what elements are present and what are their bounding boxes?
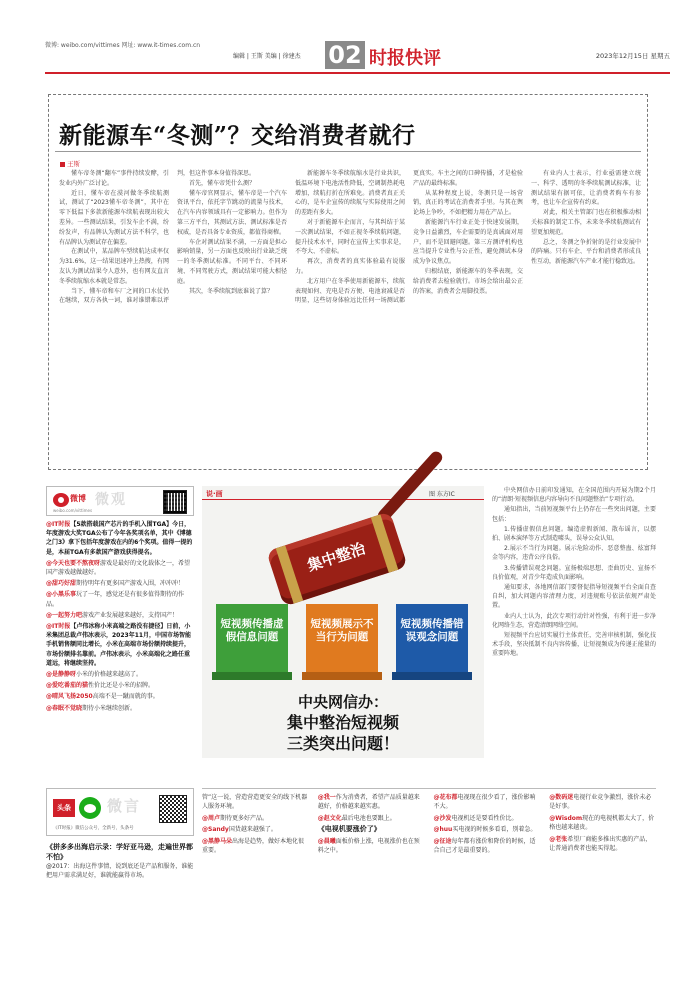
right-paragraph: 2.展示不当行为问题。展示危险动作、恶意整蛊、炫富拜金等内容，违背公序良俗。	[492, 545, 656, 562]
comment	[202, 814, 309, 823]
post-handle[interactable]: @晴风飞扬2050	[46, 693, 93, 701]
weibo-post	[46, 611, 194, 620]
comment-text: 作为消费者，希望产品质量越来越好，价格越来越实惠。	[317, 794, 420, 811]
article-body	[59, 169, 641, 461]
page-number: 02	[325, 41, 365, 69]
comment	[318, 814, 425, 823]
comment	[434, 825, 541, 834]
post-handle[interactable]: @甜巧好甜	[46, 580, 77, 588]
weibo-post	[46, 622, 194, 668]
weibo-post	[46, 590, 194, 608]
illustration-tag: 说·画	[206, 490, 223, 498]
comment-text: 《电视机要涨价了》	[317, 825, 381, 834]
header-rule	[45, 72, 670, 74]
weibo-post	[46, 559, 194, 577]
article-paragraph: 对于新能源车企而言，与其纠结于某一次测试结果，不如正视冬季续航问题，提升技术水平，同时在宣传上实事求是，不夸大、不虚标。	[295, 218, 405, 256]
comment-handle[interactable]: @我一	[317, 794, 336, 801]
weibo-post	[46, 692, 194, 701]
sidebar-bottom-title: 《拼多多出海启示录：学好亚马逊，走遍世界都不怕》	[46, 843, 193, 861]
comment-handle[interactable]: @周卢	[202, 814, 221, 822]
comment-handle[interactable]: @Sandy	[202, 826, 229, 834]
issue-block-1: 短视频传播虚假信息问题	[216, 604, 288, 674]
post-text: 【5款搭载国产芯片的手机入围TGA】今日，年度游戏大奖TGA公布了今年各奖项名单，其中《博德之门3》拿下包括年度游戏在内的6个奖项。值得一提的是，本届TGA有多款国产游戏获得提名。	[46, 521, 193, 556]
issue-date: 2023年12月15日 星期五	[595, 52, 670, 60]
comment-text: 电视机还是要看性价比。	[451, 814, 518, 822]
article-paragraph: 从某种程度上说，冬测只是一场营销，真正的考试在消费者手里。与其在舆论场上争吵，不如把精力用在产品上。	[413, 189, 523, 217]
weibo-posts	[46, 520, 194, 715]
comment	[434, 837, 541, 856]
comment-text: 买电视的时候多看看，别着急。	[452, 826, 537, 834]
toutiao-icon: 头条	[53, 799, 75, 817]
article-paragraph: 当下，懂车帝和车厂之间的口水仗仍在继续，双方各执一词，谁对谁错难以评判，但这件事本身值得深思。	[59, 170, 256, 305]
gavel-icon	[266, 511, 408, 606]
comment-text: 每年都有涨价和降价的时候，适合自己才是最重要的。	[433, 837, 536, 855]
weibo-logo	[50, 491, 93, 513]
comment-handle[interactable]: @赵文化	[317, 814, 342, 822]
illustration-rule	[202, 499, 484, 500]
post-handle[interactable]: @春眠不觉晓	[46, 704, 83, 712]
weibo-post	[46, 670, 194, 679]
illustration-title-3: 三类突出问题！	[286, 734, 399, 753]
comment	[202, 837, 309, 856]
article-paragraph: 懂车帝冬测“翻车”事件持续发酵，引发业内外广泛讨论。	[59, 170, 169, 187]
wechat-column-title: 微言	[107, 797, 142, 815]
illustration-title-1: 中央网信办：	[297, 693, 388, 711]
post-handle[interactable]: @是静静呀	[46, 671, 77, 679]
post-text: 高端不是一蹴而就的事。	[92, 693, 159, 701]
post-handle[interactable]: @小黑乐事	[46, 591, 77, 599]
comment	[202, 825, 309, 834]
article-paragraph: 总之，冬测之争折射的是行业发展中的阵痛。只有车企、平台和消费者形成良性互动，新能源汽车产业才能行稳致远。	[531, 238, 641, 266]
wechat-banner	[46, 788, 194, 836]
gavel-text: 集中整治	[305, 539, 368, 575]
comment	[202, 793, 309, 812]
comment-handle[interactable]: @花布都	[433, 794, 458, 801]
right-paragraph: 通知要求，各地网信部门要督促指导短视频平台全面自查自纠，加大问题内容清理力度，对违规账号依法依规严肃处置。	[492, 584, 656, 610]
comment-handle[interactable]: @数码迷	[549, 794, 574, 801]
qr-code-icon	[159, 795, 187, 823]
editors-info: 编辑 | 王斯 美编 | 徐建杰	[233, 53, 301, 60]
weibo-sub: weibo.com/vittimes	[53, 508, 93, 513]
qr-code-icon	[163, 490, 187, 514]
comment-handle[interactable]: @晨曦	[317, 837, 336, 845]
article-paragraph: 其次，冬季续航到底谁说了算？	[189, 287, 274, 295]
comment	[549, 835, 656, 854]
comment-handle[interactable]: @老张	[549, 835, 568, 843]
post-handle[interactable]: @一起努力吧	[46, 611, 83, 619]
article-paragraph: 有业内人士表示，行业亟需建立统一、科学、透明的冬季续航测试标准，让测试结果有据可依，让消费者购车有参考，也让车企宣传有约束。	[531, 170, 641, 207]
article-paragraph: 首先，懂车帝凭什么测？	[189, 179, 256, 187]
right-paragraph: 3.传播错误观念问题。宣扬极端思想、歪曲历史、宣扬不良价值观，对青少年造成负面影响。	[492, 564, 656, 581]
weibo-post	[46, 681, 194, 690]
sidebar-bottom-text: @2017：出海这件事情，说到底还是产品和服务，谁能把用户需求满足好，谁就能赢得市场。	[46, 863, 194, 880]
comment	[549, 814, 656, 833]
comment-text: 出海是趋势，做好本地化很重要。	[202, 837, 305, 855]
block-base	[392, 672, 472, 680]
wechat-icon	[79, 797, 101, 819]
weibo-post	[46, 520, 194, 557]
illustration-title-2: 集中整治短视频	[286, 713, 399, 732]
article-paragraph: 车企对测试结果不满，一方面是担心影响销量，另一方面也反映出行业缺乏统一的冬季测试标准。不同平台、不同环境、不同驾驶方式，测试结果可能大相径庭。	[177, 238, 287, 285]
right-paragraph: 中央网信办日前印发通知，在全国范围内开展为期2个月的“清朗·短视频信息内容导向不良问题整治”专项行动。	[492, 487, 656, 504]
comment-topic-title	[318, 825, 425, 834]
comment-handle[interactable]: @征途	[433, 837, 452, 845]
post-handle[interactable]: @今天也要不熬夜呀	[46, 559, 101, 567]
right-paragraph: 业内人士认为，此次专项行动针对性强，有利于进一步净化网络生态，营造清朗网络空间。	[492, 612, 656, 629]
comment-handle[interactable]: @huu	[433, 826, 453, 834]
comment-text: 最后电池也要跟上。	[341, 814, 396, 822]
wechat-sub: 《IT时报》微信公众号，全新号，头条号	[53, 826, 134, 831]
comment-handle[interactable]: @Wisdom	[549, 814, 583, 822]
comment	[318, 837, 425, 856]
sidebar	[46, 486, 194, 956]
post-text: 【卢伟冰称小米高端之路没有捷径】日前，小米集团总裁卢伟冰表示，2023年11月，中国市场智能手机销售额同比增长，小米在高端市场份额持续提升，市场份额排名靠前。卢伟冰表示，小米高端化之路任重道远，将继续坚持。	[46, 623, 192, 667]
post-text: 性价比还是小米的招牌。	[88, 682, 155, 690]
sidebar-bottom	[46, 842, 194, 880]
post-text: 小米的价格越来越高了。	[76, 671, 143, 679]
article-headline: 新能源车“冬测”？交给消费者就行	[59, 122, 416, 149]
comment	[434, 814, 541, 823]
article-paragraph: 对此，相关主管部门也在积极推动相关标准的制定工作，未来冬季续航测试有望更加规范。	[531, 209, 641, 236]
comment-text: 现在的电视机都太大了，价格也越来越贵。	[549, 814, 655, 832]
weibo-brand: 微博	[70, 494, 86, 503]
comment-text: 管”这一说，营造营造更安全的线下机器人服务环境。	[202, 794, 308, 811]
post-handle[interactable]: @IT时报	[46, 623, 71, 631]
issue-block-2: 短视频展示不当行为问题	[306, 604, 378, 674]
bottom-comments	[202, 793, 656, 963]
right-paragraph: 短视频平台应切实履行主体责任，完善审核机制，强化技术手段，坚决抵制不良内容传播，让短视频成为传递正能量的重要阵地。	[492, 632, 656, 658]
article-byline: 王斯	[60, 159, 80, 168]
article-paragraph: 在测试中，某品牌车型续航达成率仅为31.6%，这一结果迅速冲上热搜，有网友认为测试结果令人意外，也有网友直言冬季续航缩水本就是常态。	[59, 248, 169, 285]
article-paragraph: 新能源车冬季续航缩水是行业共识，低温环境下电池活性降低，空调制热耗电增加，续航打折在所难免。消费者真正关心的，是车企宣传的续航与实际使用之间的差距有多大。	[295, 170, 405, 217]
weibo-banner	[46, 486, 194, 516]
illustration-credit: 图 东方IC	[429, 491, 455, 498]
illustration	[202, 486, 484, 758]
comment-text: 国货越来越强了。	[228, 826, 277, 834]
right-article	[492, 486, 656, 782]
comment-text: 电视行业竞争激烈，涨价未必是好事。	[549, 794, 652, 811]
comment	[434, 793, 541, 812]
block-base	[212, 672, 292, 680]
comment	[318, 793, 425, 812]
comment-handle[interactable]: @黑静马朵	[202, 837, 233, 845]
article-paragraph: 懂车帝官网显示，懂车帝是一个汽车资讯平台，依托字节跳动的流量与技术，在汽车内容领域具有一定影响力。但作为第三方平台，其测试方法、测试标准是否权威，是否具备专业资质，都值得商榷。	[177, 189, 287, 236]
right-paragraph: 1.传播虚假信息问题。编造虚假新闻、散布谣言，以摆拍、剧本演绎等方式制造噱头，误导公众认知。	[492, 525, 656, 543]
post-handle[interactable]: @IT时报	[46, 521, 71, 528]
website-info: 微博: weibo.com/vittimes 网址: www.it-times.com.cn	[45, 42, 201, 49]
post-text: 游戏是最好的文化载体之一，希望国产游戏越做越好。	[46, 559, 191, 577]
headline-rule	[55, 151, 641, 152]
comment	[549, 793, 656, 812]
article-paragraph: 北方用户在冬季使用新能源车，续航表现如何、充电是否方便、电池衰减是否明显，这些切身体验远比任何一场测试都更真实。车主之间的口碑传播，才是检验产品的最终标准。	[295, 170, 523, 305]
issue-block-3: 短视频传播错误观念问题	[396, 604, 468, 674]
comment-handle[interactable]: @沙发	[433, 814, 452, 822]
comment-text: 希望厂商能多推出实惠的产品，让普通消费者也能买得起。	[549, 835, 652, 853]
post-text: 玩了一年，感觉还是有很多值得期待的作品。	[46, 591, 185, 608]
weibo-post	[46, 704, 194, 713]
bottom-rule	[202, 788, 656, 789]
weibo-post	[46, 579, 194, 588]
article-paragraph: 新能源汽车行业正处于快速发展期，竞争日益激烈，车企需要的是真诚面对用户，而不是回避问题。第三方测评机构也应当提升专业性与公正性，避免测试本身成为争议焦点。	[413, 218, 523, 266]
post-text: 期待小米继续创新。	[82, 704, 137, 712]
comment-text: 电视现在很少看了，涨价影响不大。	[433, 794, 536, 811]
article-paragraph: 近日，懂车帝在漠河做冬季续航测试，测试了“2023懂车帝冬测”，其中在零下低温下多款新能源车续航表现出较大差异。一些测试结果，引发车企不满，纷纷发声，有品牌认为测试方法不科学，也有品牌认为测试存在偏差。	[59, 189, 169, 246]
right-paragraph: 通知指出，当前短视频平台上仍存在一些突出问题，主要包括：	[492, 506, 656, 523]
block-base	[302, 672, 382, 680]
post-text: 期待明年有更多国产游戏入围，冲冲冲！	[76, 580, 185, 588]
masthead	[45, 40, 670, 70]
comment-text: 期待更多好产品。	[220, 814, 269, 822]
article-paragraph: 再次，消费者的真实体验最有说服力。	[295, 258, 405, 275]
weibo-column-title: 微观	[95, 492, 127, 508]
comment-text: 面板价格上涨，电视涨价也在预料之中。	[317, 837, 420, 855]
article-paragraph: 归根结底，新能源车的冬季表现，交给消费者去检验就行。市场会给出最公正的答案，消费者会用脚投票。	[413, 267, 523, 295]
post-text: 游戏产业发展越来越好，支持国产！	[82, 611, 179, 619]
post-handle[interactable]: @爱吃番茄的猫	[46, 682, 89, 690]
lead-article	[48, 94, 648, 470]
section-title: 时报快评	[369, 48, 441, 69]
weibo-icon	[53, 493, 69, 507]
